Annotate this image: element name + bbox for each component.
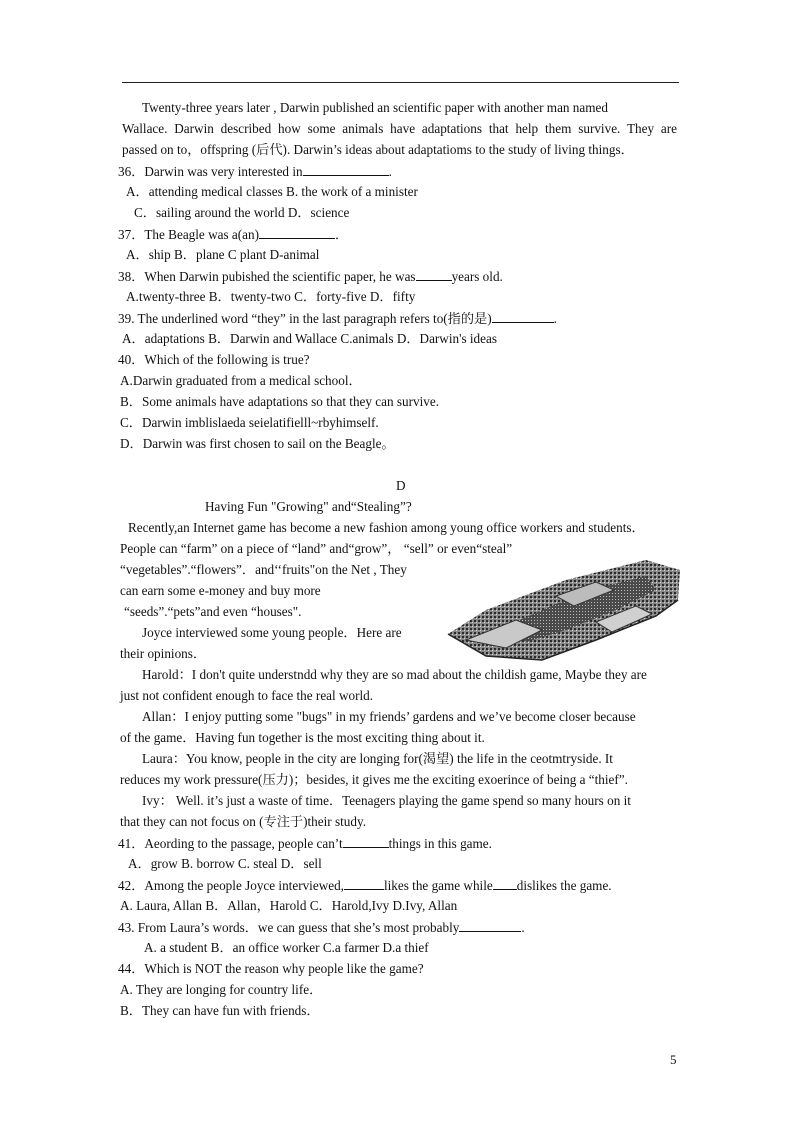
answer-blank bbox=[459, 919, 521, 932]
options-line: A．attending medical classes B. the work of a minister bbox=[126, 184, 418, 199]
options-line: B．Some animals have adaptations so that they can survive. bbox=[120, 394, 439, 409]
question-stem-end: years old. bbox=[451, 269, 503, 284]
question-41 bbox=[118, 835, 492, 852]
options-line: A．adaptations B．Darwin and Wallace C.animals D．Darwin's ideas bbox=[122, 331, 497, 346]
question-stem-end: . bbox=[553, 311, 557, 326]
options-line: A. a student B．an office worker C.a farmer D.a thief bbox=[144, 940, 429, 955]
options-line: A. They are longing for country life． bbox=[120, 982, 323, 997]
paragraph-line: Joyce interviewed some young people．Here are bbox=[142, 625, 402, 640]
paragraph-line: Wallace. Darwin described how some animals have adaptations that help them survive. They are bbox=[122, 121, 677, 136]
answer-blank bbox=[259, 226, 335, 239]
options-line: D．Darwin was first chosen to sail on the Beagle。 bbox=[120, 436, 395, 451]
answer-blank bbox=[343, 835, 389, 848]
question-stem: 42．Among the people Joyce interviewed, bbox=[118, 878, 344, 893]
paragraph-line: can earn some e-money and buy more bbox=[120, 583, 321, 598]
question-stem-end: . bbox=[388, 164, 392, 179]
question-stem-end: . bbox=[521, 920, 525, 935]
question-43 bbox=[118, 919, 525, 936]
paragraph-line: of the game．Having fun together is the most exciting thing about it. bbox=[120, 730, 485, 745]
paragraph-line: Twenty-three years later , Darwin published an scientific paper with another man named bbox=[142, 100, 608, 115]
question-44: 44．Which is NOT the reason why people like the game? bbox=[118, 961, 424, 976]
options-line: A．grow B. borrow C. steal D．sell bbox=[128, 856, 322, 871]
page-number: 5 bbox=[670, 1052, 677, 1067]
answer-blank bbox=[344, 877, 384, 890]
paragraph-line: that they can not focus on (专注于)their study. bbox=[120, 814, 366, 829]
paragraph-line: reduces my work pressure(压力)；besides, it gives me the exciting exoerince of being a “thief”. bbox=[120, 772, 628, 787]
options-line: A.twenty-three B．twenty-two C．forty-five D．fifty bbox=[126, 289, 416, 304]
question-38 bbox=[118, 268, 503, 285]
answer-blank bbox=[493, 877, 517, 890]
header-rule bbox=[122, 82, 679, 83]
paragraph-line: Ivy： Well. it’s just a waste of time．Teenagers playing the game spend so many hours on it bbox=[142, 793, 631, 808]
answer-blank bbox=[303, 163, 389, 176]
paragraph-line: Recently,an Internet game has become a new fashion among young office workers and students． bbox=[128, 520, 645, 535]
options-line: A. Laura, Allan B．Allan，Harold C．Harold,Ivy D.Ivy, Allan bbox=[120, 898, 458, 913]
paragraph-line: Harold：I don't quite understndd why they are so mad about the childish game, Maybe they are bbox=[142, 667, 647, 682]
paragraph-line: passed on to，offspring (后代). Darwin’s ideas about adaptatioms to the study of living things． bbox=[122, 142, 634, 157]
answer-blank bbox=[416, 268, 452, 281]
question-42 bbox=[118, 877, 612, 894]
answer-blank bbox=[492, 310, 554, 323]
question-stem: 37．The Beagle was a(an) bbox=[118, 227, 259, 242]
options-line: C．Darwin imblislaeda seielatifielll~rbyhimself. bbox=[120, 415, 379, 430]
paragraph-line: People can “farm” on a piece of “land” and“grow”， “sell” or even“steal” bbox=[120, 541, 513, 556]
paragraph-line: “seeds”.“pets”and even “houses". bbox=[124, 604, 302, 619]
options-line: C．sailing around the world D．science bbox=[134, 205, 350, 220]
question-40: 40．Which of the following is true? bbox=[118, 352, 310, 367]
question-stem-end: ． bbox=[334, 227, 349, 242]
paragraph-line: just not confident enough to face the real world. bbox=[120, 688, 374, 703]
question-37 bbox=[118, 226, 348, 243]
section-title: Having Fun "Growing" and“Stealing”? bbox=[205, 499, 412, 514]
section-letter: D bbox=[396, 478, 406, 493]
options-line: B．They can have fun with friends． bbox=[120, 1003, 320, 1018]
options-line: A．ship B．plane C plant D-animal bbox=[126, 247, 320, 262]
paragraph-line: their opinions． bbox=[120, 646, 207, 661]
paragraph-line: “vegetables”.“flowers”．and‘‘fruits"on the Net , They bbox=[120, 562, 407, 577]
question-stem-mid: likes the game while bbox=[383, 878, 493, 893]
question-39 bbox=[118, 310, 557, 327]
question-stem-end: things in this game. bbox=[388, 836, 492, 851]
question-stem: 43. From Laura’s words．we can guess that she’s most probably bbox=[118, 920, 460, 935]
farm-game-image bbox=[446, 556, 682, 664]
question-stem-end: dislikes the game. bbox=[516, 878, 612, 893]
question-stem: 39. The underlined word “they” in the last paragraph refers to(指的是) bbox=[118, 311, 492, 326]
paragraph-line: Laura：You know, people in the city are longing for(渴望) the life in the ceotmtryside. It bbox=[142, 751, 613, 766]
paragraph-line: Allan：I enjoy putting some "bugs" in my friends’ gardens and we’ve become closer because bbox=[142, 709, 636, 724]
question-stem: 36．Darwin was very interested in bbox=[118, 164, 303, 179]
question-36 bbox=[118, 163, 392, 180]
question-stem: 41．Aeording to the passage, people can’t bbox=[118, 836, 343, 851]
options-line: A.Darwin graduated from a medical school． bbox=[120, 373, 362, 388]
question-stem: 38．When Darwin pubished the scientific paper, he was bbox=[118, 269, 416, 284]
